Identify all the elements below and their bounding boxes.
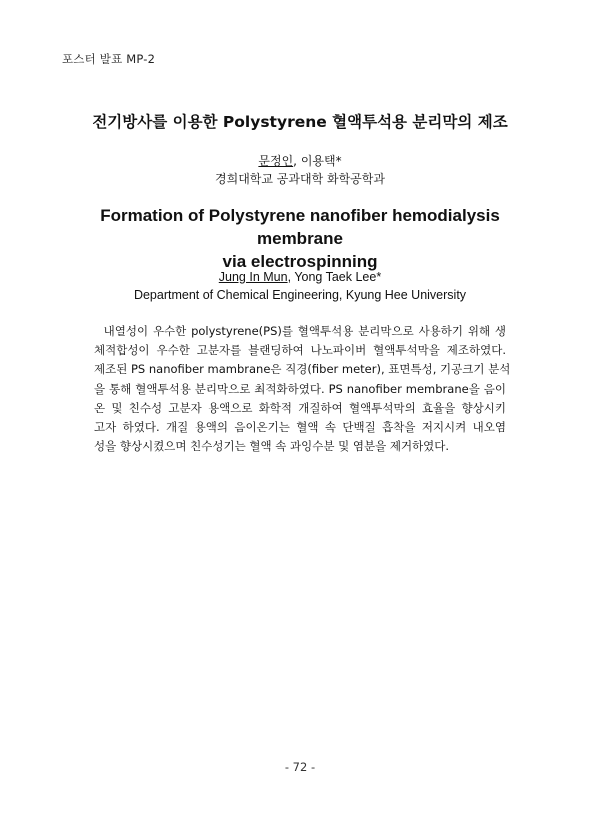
english-title-line-2: via electrospinning: [222, 252, 378, 271]
english-author-presenter: Jung In Mun: [218, 270, 288, 284]
page-number: - 72 -: [284, 760, 316, 774]
korean-author-corresponding: 이용택*: [300, 154, 342, 168]
english-title: [60, 204, 540, 273]
korean-title: 전기방사를 이용한 Polystyrene 혈액투석용 분리막의 제조: [92, 113, 508, 131]
session-label: 포스터 발표 MP-2: [62, 52, 156, 66]
abstract-line: 성을 향상시켰으며 친수성기는 혈액 속 과잉수분 및 염분을 제거하였다.: [94, 439, 450, 454]
korean-authors: [0, 152, 600, 169]
english-author-corresponding: Yong Taek Lee*: [294, 270, 382, 284]
korean-author-presenter: 문정인: [258, 154, 294, 168]
abstract-line: 을 통해 혈액투석용 분리막으로 최적화하였다. PS nanofiber membrane을 음이: [94, 381, 506, 396]
abstract-line: 온 및 친수성 고분자 용액으로 화학적 개질하여 혈액투석막의 효율을 향상시키: [94, 400, 506, 415]
abstract-line: 체적합성이 우수한 고분자를 블랜딩하여 나노파이버 혈액투석막을 제조하였다.: [94, 343, 506, 358]
abstract-line: 제조된 PS nanofiber mambrane은 직경(fiber meter), 표면특성, 기공크기 분석: [94, 362, 511, 377]
english-author-separator: ,: [287, 270, 295, 284]
abstract-line: 고자 하였다. 개질 용액의 음이온기는 혈액 속 단백질 흡착을 저지시켜 내오염: [94, 420, 506, 435]
abstract-line: 내열성이 우수한 polystyrene(PS)를 혈액투석용 분리막으로 사용하기 위해 생: [94, 324, 506, 338]
english-title-line-1: Formation of Polystyrene nanofiber hemodialysis membrane: [100, 206, 500, 248]
korean-author-separator: ,: [293, 154, 301, 168]
english-authors: [0, 270, 600, 284]
abstract-body: [94, 322, 511, 456]
korean-affiliation: 경희대학교 공과대학 화학공학과: [215, 172, 385, 186]
english-affiliation: Department of Chemical Engineering, Kyung Hee University: [133, 288, 467, 302]
